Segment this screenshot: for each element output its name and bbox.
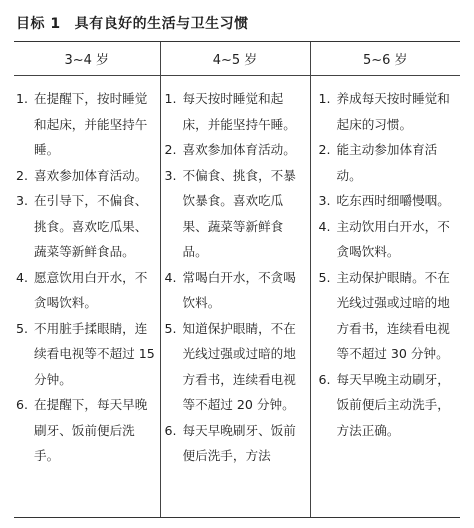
item-number: 2. — [16, 167, 29, 183]
column-age-5-6 — [310, 76, 460, 518]
item-text: 喜欢参加体育活动。 — [34, 167, 148, 183]
list-item — [16, 163, 158, 189]
goal-number: 目标 1 — [16, 16, 61, 32]
list-item — [165, 265, 308, 316]
list-item — [16, 188, 158, 265]
goal-heading: 具有良好的生活与卫生习惯 — [74, 16, 249, 32]
column-age-4-5 — [160, 76, 310, 518]
item-text: 喜欢参加体育活动。 — [182, 142, 296, 157]
item-text: 吃东西时细嚼慢咽。 — [336, 193, 450, 208]
item-number: 3. — [318, 193, 331, 208]
item-number: 6. — [318, 371, 331, 387]
item-text: 主动饮用白开水，不贪喝饮料。 — [336, 218, 450, 259]
header-age-3-4: 3~4 岁 — [14, 42, 160, 76]
list-item — [319, 367, 459, 444]
item-text: 在引导下，不偏食、挑食。喜欢吃瓜果、蔬菜等新鲜食品。 — [34, 193, 148, 259]
item-text: 在提醒下，每天早晚刷牙、饭前便后洗手。 — [34, 397, 148, 463]
list-item — [165, 418, 308, 469]
item-text: 常喝白开水，不贪喝饮料。 — [182, 269, 296, 310]
item-number: 2. — [164, 142, 177, 157]
item-text: 知道保护眼睛，不在光线过强或过暗的地方看书，连续看电视等不超过 20 分钟。 — [182, 320, 296, 412]
list-item — [319, 188, 459, 214]
list-item — [319, 86, 459, 137]
item-text: 在提醒下，按时睡觉和起床，并能坚持午睡。 — [34, 91, 148, 157]
list-item — [165, 137, 308, 163]
item-text: 不偏食、挑食，不暴饮暴食。喜欢吃瓜果、蔬菜等新鲜食品。 — [182, 167, 296, 259]
item-number: 1. — [318, 91, 331, 106]
list-item — [319, 137, 459, 188]
item-number: 3. — [16, 193, 29, 208]
item-text: 能主动参加体育活动。 — [336, 142, 438, 183]
item-text: 主动保护眼睛。不在光线过强或过暗的地方看书，连续看电视等不超过 30 分钟。 — [336, 269, 450, 361]
item-text: 愿意饮用白开水，不贪喝饮料。 — [34, 269, 148, 310]
header-age-4-5: 4~5 岁 — [160, 42, 310, 76]
item-number: 1. — [164, 91, 177, 106]
item-number: 5. — [164, 320, 177, 336]
header-age-5-6: 5~6 岁 — [310, 42, 460, 76]
item-number: 2. — [318, 142, 331, 157]
item-number: 4. — [16, 269, 29, 285]
column-age-3-4 — [14, 76, 160, 518]
page-title — [16, 13, 249, 33]
item-text: 每天早晚主动刷牙，饭前便后主动洗手，方法正确。 — [336, 371, 450, 438]
item-number: 5. — [16, 320, 29, 336]
list-item — [319, 214, 459, 265]
item-number: 1. — [16, 91, 29, 106]
list-item — [165, 86, 308, 137]
item-number: 3. — [164, 167, 177, 183]
item-text: 每天按时睡觉和起床，并能坚持午睡。 — [182, 91, 296, 132]
item-number: 4. — [164, 269, 177, 285]
item-number: 4. — [318, 218, 331, 234]
item-text: 每天早晚刷牙、饭前便后洗手，方法 — [182, 422, 296, 463]
list-item — [165, 163, 308, 265]
list-item — [16, 392, 158, 469]
item-text: 养成每天按时睡觉和起床的习惯。 — [336, 91, 450, 132]
list-item — [16, 265, 158, 316]
item-text: 不用脏手揉眼睛，连续看电视等不超过 15 分钟。 — [34, 320, 155, 387]
item-number: 5. — [318, 269, 331, 285]
header-row — [14, 42, 460, 76]
list-item — [16, 86, 158, 163]
item-number: 6. — [16, 397, 29, 412]
content-row — [14, 76, 460, 518]
habits-goal-table — [14, 41, 460, 518]
list-item — [319, 265, 459, 367]
list-item — [165, 316, 308, 418]
item-number: 6. — [164, 422, 177, 438]
list-item — [16, 316, 158, 393]
